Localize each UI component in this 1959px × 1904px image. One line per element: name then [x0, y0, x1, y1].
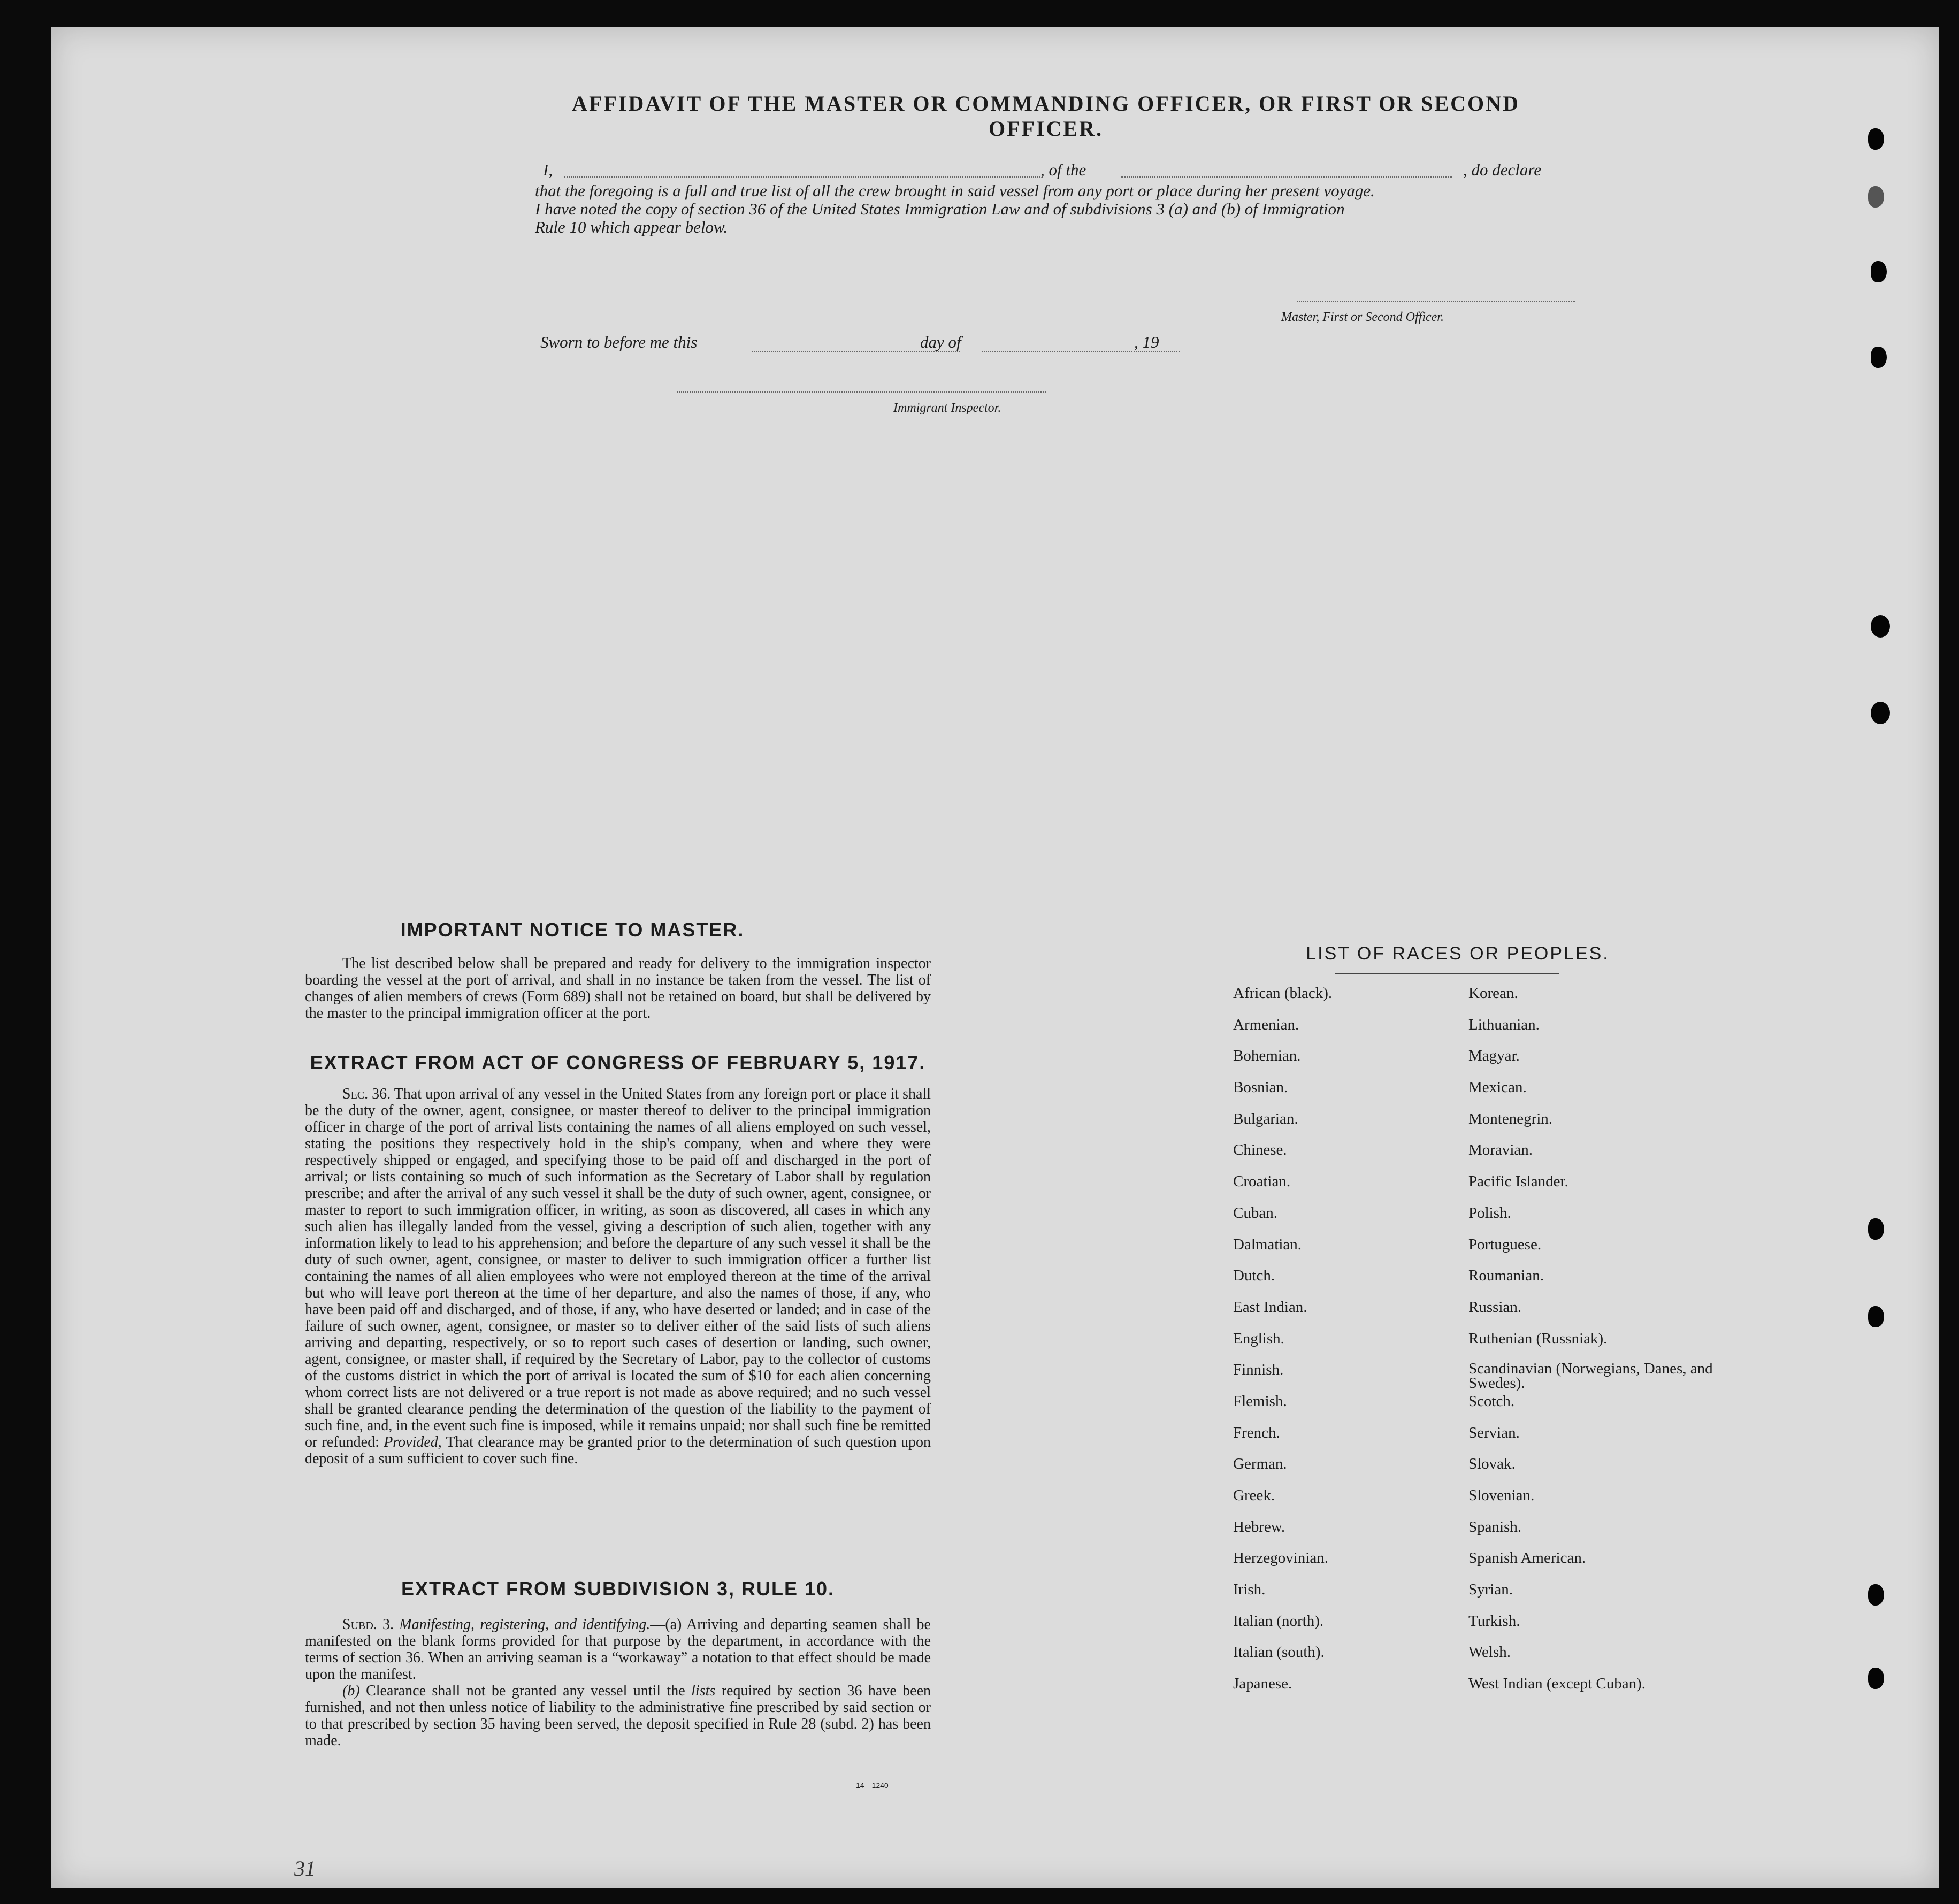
- inspector-label: Immigrant Inspector.: [893, 401, 1001, 415]
- day-of-label: day of: [920, 333, 961, 351]
- race-item: Armenian.: [1233, 1016, 1299, 1033]
- act-extract-heading: EXTRACT FROM ACT OF CONGRESS OF FEBRUARY 5, 1917.: [310, 1051, 926, 1073]
- race-item: Flemish.: [1233, 1392, 1287, 1410]
- provided-label: Provided,: [384, 1434, 442, 1450]
- race-item: Croatian.: [1233, 1173, 1291, 1191]
- inspector-signature-blank[interactable]: [677, 390, 1046, 393]
- race-item: Cuban.: [1233, 1204, 1277, 1222]
- subdivision-label: Subd. 3.: [342, 1616, 394, 1633]
- punch-hole: [1868, 186, 1884, 208]
- race-item: Pacific Islander.: [1468, 1173, 1568, 1191]
- race-item: Lithuanian.: [1468, 1016, 1540, 1033]
- race-item: Servian.: [1468, 1424, 1520, 1441]
- notice-paragraph: The list described below shall be prepared and ready for delivery to the immigration inspector boarding the vessel at the port of arrival, and shall in no instance be taken from the vessel. The list of changes of alien members of crews (Form 689) shall not be retained on board, but shall be delivered by the master to the principal immigration officer at the port.: [305, 955, 931, 1022]
- affidavit-title: AFFIDAVIT OF THE MASTER OR COMMANDING OFFICER, OR FIRST OR SECOND OFFICER.: [572, 91, 1520, 141]
- race-item: Spanish American.: [1468, 1549, 1586, 1567]
- act-extract-text: [305, 1086, 931, 1467]
- declaration-line: I have noted the copy of section 36 of the United States Immigration Law and of subdivisions 3 (a) and (b) of Immigration: [535, 199, 1345, 218]
- race-item: Chinese.: [1233, 1141, 1287, 1159]
- race-item: Dutch.: [1233, 1267, 1275, 1285]
- notice-text: [305, 955, 931, 1022]
- rule-extract-text: [305, 1616, 931, 1749]
- punch-hole: [1871, 347, 1887, 368]
- race-item: Polish.: [1468, 1204, 1511, 1222]
- document-page: [51, 27, 1939, 1888]
- races-right-column: [1468, 985, 1720, 1707]
- race-item: Scandinavian (Norwegians, Danes, and Swedes).: [1468, 1360, 1713, 1392]
- race-item: East Indian.: [1233, 1298, 1307, 1316]
- vessel-blank[interactable]: [1121, 175, 1452, 178]
- race-item: Finnish.: [1233, 1361, 1284, 1379]
- name-blank[interactable]: [564, 175, 1040, 178]
- race-item: Italian (south).: [1233, 1644, 1325, 1661]
- race-item: Japanese.: [1233, 1675, 1292, 1693]
- form-number: 14—1240: [856, 1781, 889, 1790]
- punch-hole: [1868, 1306, 1884, 1327]
- race-item: Welsh.: [1468, 1644, 1511, 1661]
- race-item: Syrian.: [1468, 1581, 1513, 1599]
- race-item: Portuguese.: [1468, 1235, 1542, 1253]
- race-item: Russian.: [1468, 1298, 1522, 1316]
- punch-hole: [1868, 1584, 1884, 1606]
- race-item: Magyar.: [1468, 1047, 1520, 1065]
- race-item: Bohemian.: [1233, 1047, 1301, 1065]
- section-36-text: That upon arrival of any vessel in the United States from any foreign port or place it shall be the duty of the owner, agent, consignee, or master thereof to deliver to the principal immigration officer in charge of the port of arrival lists containing the names of all aliens employed on such vessel, stating the positions they respectively hold in the ship's company, when and where they were respectively shipped or engaged, and specifying those to be paid off and discharged in the port of arrival; or lists containing so much of such information as the Secretary of Labor shall by regulation prescribe; and after the arrival of any such vessel it shall be the duty of such owner, agent, consignee, or master to report to such immigration officer, in writing, as soon as discovered, all cases in which any such alien has illegally landed from the vessel, giving a description of such alien, together with any information likely to lead to his apprehension; and before the departure of any such vessel it shall be the duty of such owner, agent, consignee, or master to deliver to such immigration officer a further list containing the names of all alien employees who were not employed thereon at the time of the arrival but who will leave port thereon at the time of her departure, and also the names of those, if any, who have been paid off and discharged, and of those, if any, who have deserted or landed; and in case of the failure of such owner, agent, consignee, or master so to deliver either of the said lists of such aliens arriving and departing, respectively, or so to report such cases of desertion or landing, such owner, agent, consignee, or master shall, if required by the Secretary of Labor, pay to the collector of customs of the customs district in which the port of arrival is located the sum of $10 for each alien concerning whom correct lists are not delivered or a true report is not made as above required; and no such vessel shall be granted clearance pending the determination of the question of the liability to the payment of such fine, and, in the event such fine is imposed, while it remains unpaid; nor shall such fine be remitted or refunded:: [305, 1086, 931, 1450]
- races-heading-rule: [1335, 973, 1559, 974]
- race-item: English.: [1233, 1330, 1284, 1347]
- race-item: Bosnian.: [1233, 1079, 1288, 1096]
- race-item: Moravian.: [1468, 1141, 1533, 1159]
- race-item: French.: [1233, 1424, 1280, 1441]
- punch-hole: [1871, 702, 1890, 724]
- race-item: Turkish.: [1468, 1612, 1520, 1630]
- race-item: Hebrew.: [1233, 1518, 1285, 1536]
- master-signature-blank[interactable]: [1297, 300, 1575, 302]
- race-item: Slovak.: [1468, 1455, 1516, 1473]
- declaration-line: that the foregoing is a full and true list of all the crew brought in said vessel from any port or place during her present voyage.: [535, 181, 1375, 200]
- race-item: African (black).: [1233, 985, 1333, 1002]
- affidavit-do-declare-label: , do declare: [1463, 160, 1542, 179]
- races-heading: LIST OF RACES OR PEOPLES.: [1306, 943, 1610, 964]
- punch-hole: [1868, 1668, 1884, 1689]
- race-item: Montenegrin.: [1468, 1110, 1553, 1127]
- race-item: West Indian (except Cuban).: [1468, 1675, 1646, 1693]
- race-item: Ruthenian (Russniak).: [1468, 1330, 1608, 1347]
- races-left-column: [1233, 985, 1447, 1707]
- race-item: Slovenian.: [1468, 1487, 1535, 1504]
- subdivision-b-label: (b): [342, 1683, 360, 1699]
- notice-heading: IMPORTANT NOTICE TO MASTER.: [400, 919, 745, 941]
- race-item: Dalmatian.: [1233, 1235, 1302, 1253]
- subdivision-a-text: —(a) Arriving and departing seamen shall be manifested on the blank forms provided for that purpose by the department, in accordance with the terms of section 36. When an arriving seaman is a “workaway” a notation to that effect should be made upon the manifest.: [305, 1616, 931, 1683]
- punch-hole: [1868, 128, 1884, 150]
- race-item: Greek.: [1233, 1487, 1275, 1504]
- race-item: Korean.: [1468, 985, 1518, 1002]
- affidavit-i-label: I,: [543, 160, 553, 179]
- affidavit-of-the-label: , of the: [1040, 160, 1086, 179]
- year-label: , 19: [1134, 333, 1159, 351]
- race-item: Bulgarian.: [1233, 1110, 1298, 1127]
- race-item: Irish.: [1233, 1581, 1266, 1599]
- punch-hole: [1868, 1218, 1884, 1240]
- declaration-text: [535, 182, 1573, 236]
- lists-emphasis: lists: [691, 1683, 716, 1699]
- race-item: Spanish.: [1468, 1518, 1522, 1536]
- sworn-label: Sworn to before me this: [540, 333, 698, 351]
- punch-hole: [1871, 615, 1890, 638]
- subdivision-b-text-end: required by section 36 have been furnished, and not then unless notice of liability to the administrative fine prescribed by said section or to that prescribed by section 35 having been served, the deposit specified in Rule 28 (subd. 2) has been made.: [305, 1683, 931, 1749]
- race-item: Mexican.: [1468, 1079, 1527, 1096]
- section-36-text-end: That clearance may be granted prior to the determination of such question upon deposit of a sum sufficient to cover such fine.: [305, 1434, 931, 1467]
- section-label: Sec. 36.: [342, 1086, 391, 1102]
- race-item: German.: [1233, 1455, 1287, 1473]
- margin-note: 31: [294, 1856, 316, 1880]
- subdivision-b-text: Clearance shall not be granted any vessel until the: [366, 1683, 685, 1699]
- race-item: Scotch.: [1468, 1392, 1515, 1410]
- subdivision-title: Manifesting, registering, and identifying.: [399, 1616, 651, 1633]
- race-item: Herzegovinian.: [1233, 1549, 1328, 1567]
- race-item: Roumanian.: [1468, 1267, 1544, 1285]
- declaration-line: Rule 10 which appear below.: [535, 218, 728, 236]
- rule-extract-heading: EXTRACT FROM SUBDIVISION 3, RULE 10.: [401, 1578, 835, 1600]
- race-item: Italian (north).: [1233, 1612, 1324, 1630]
- master-signature-label: Master, First or Second Officer.: [1281, 310, 1444, 324]
- punch-hole: [1871, 261, 1887, 282]
